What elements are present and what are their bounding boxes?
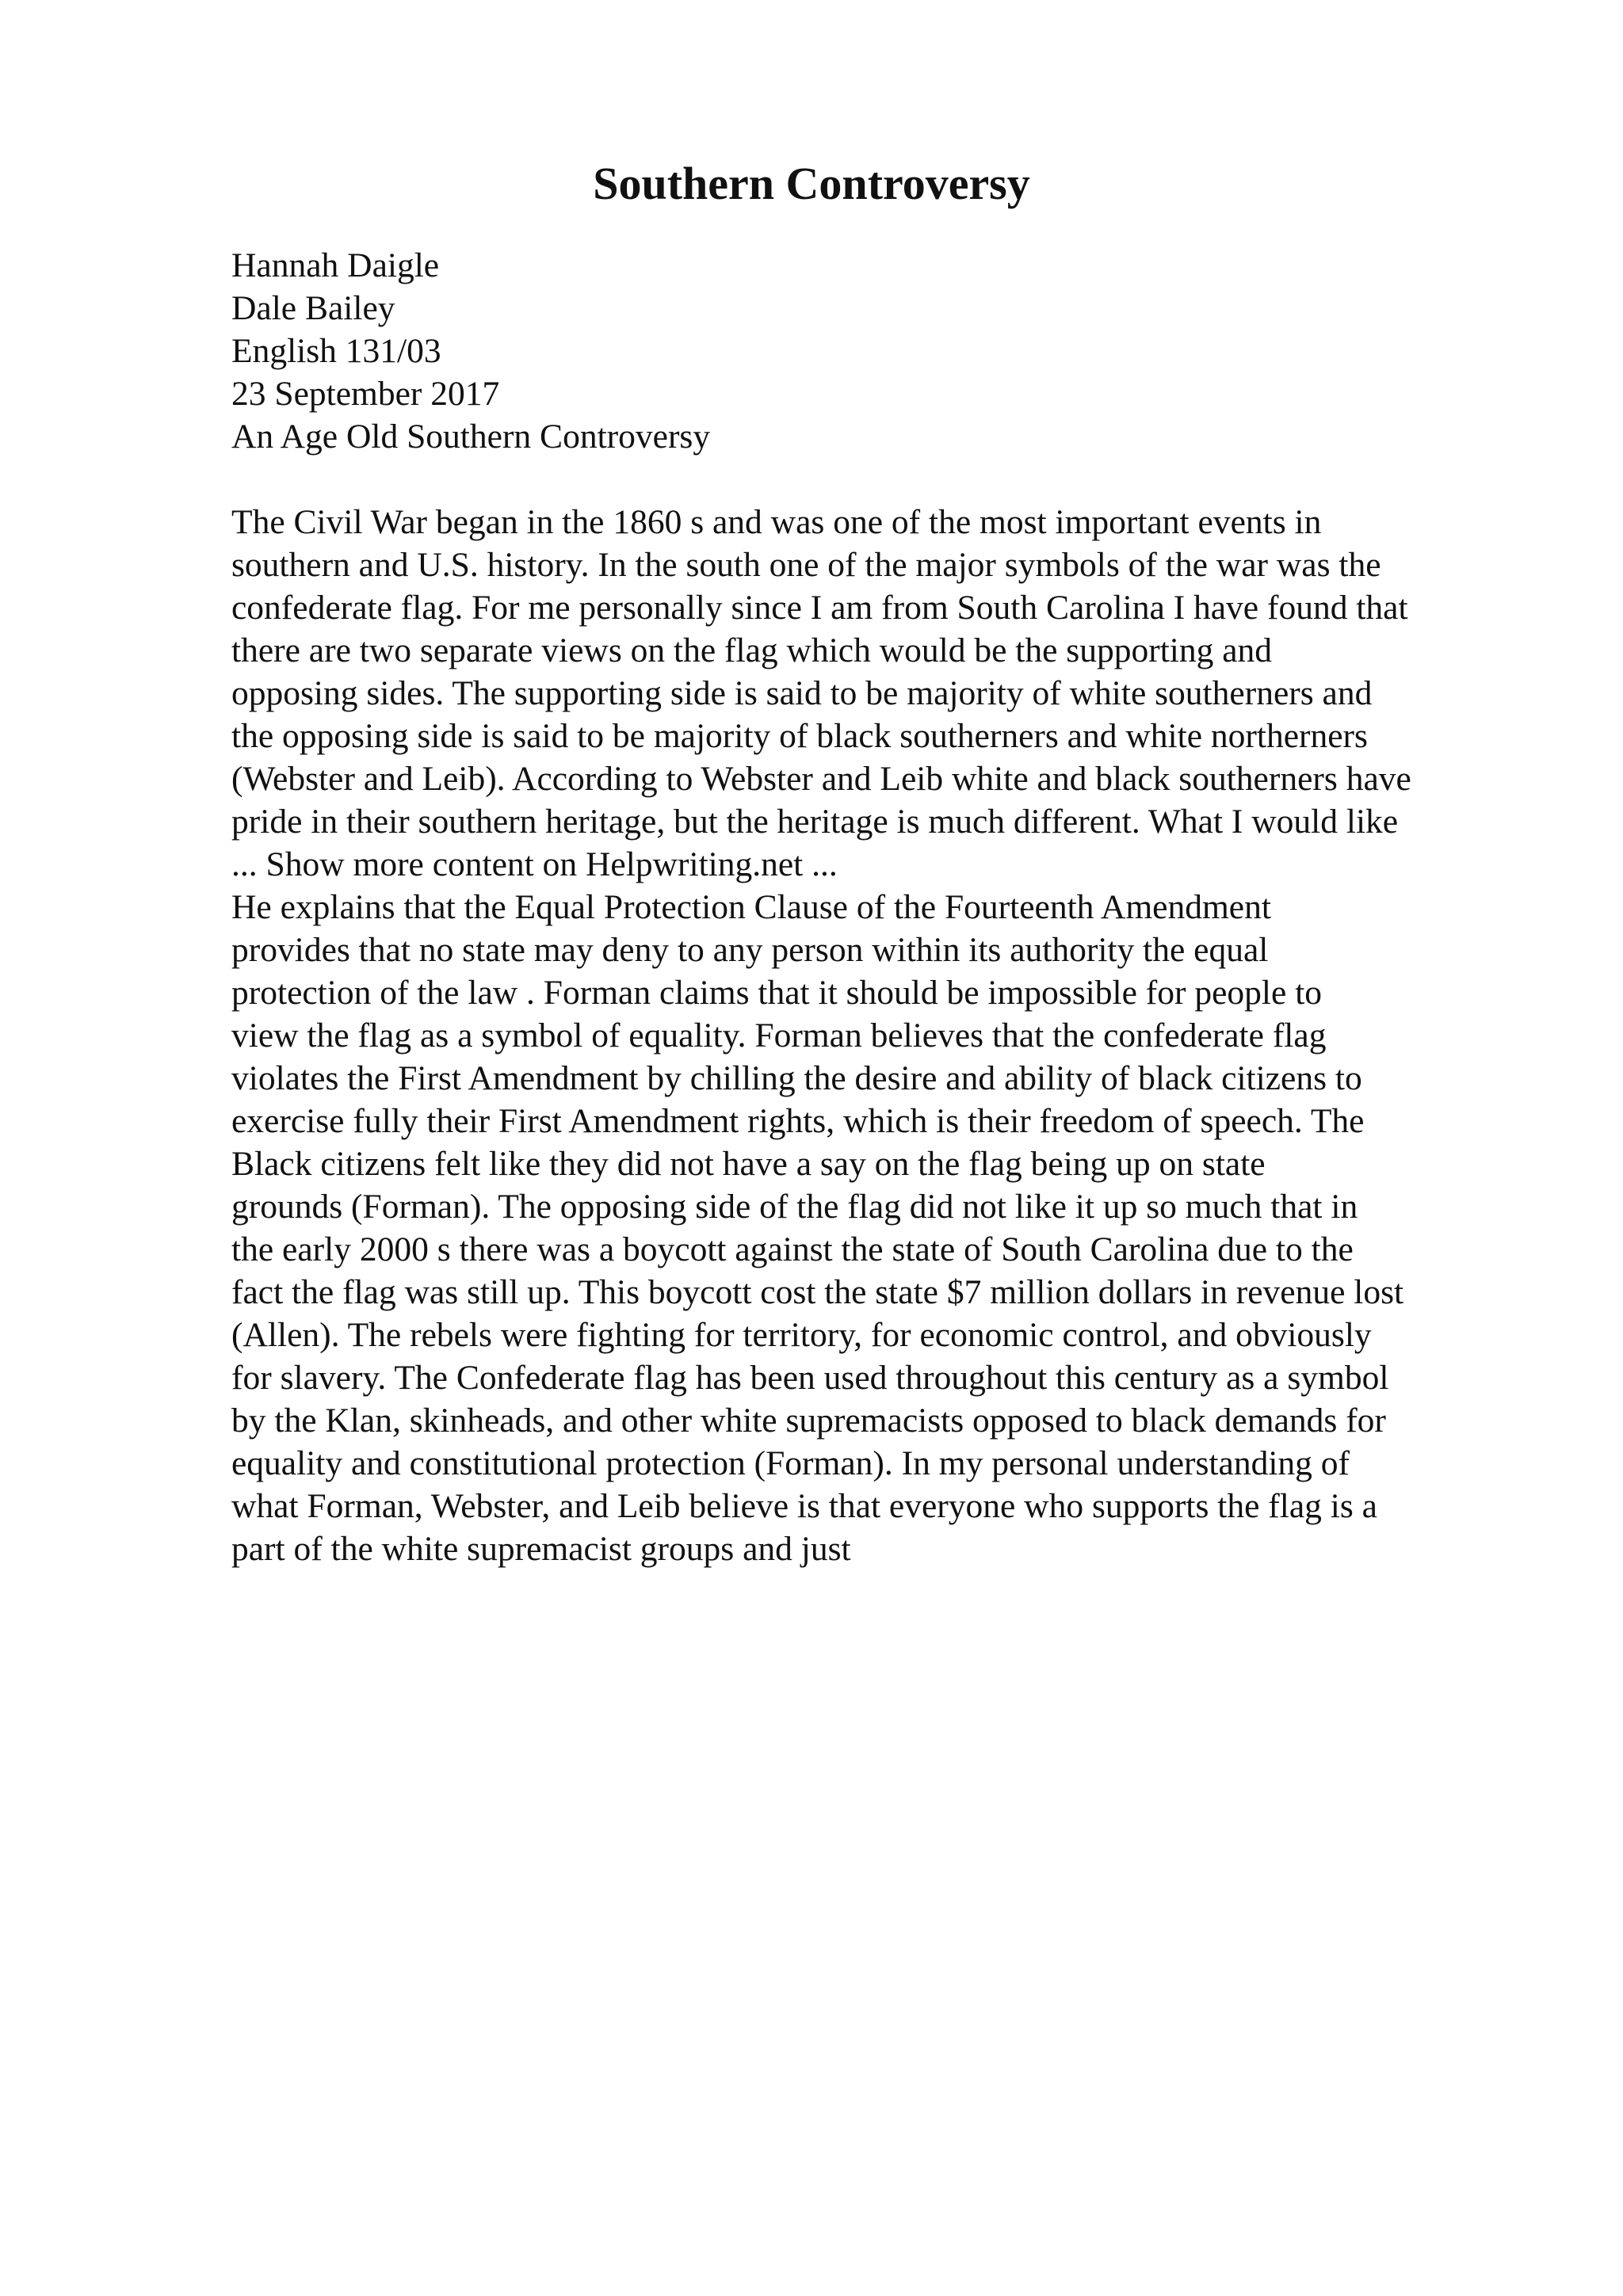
document-date: 23 September 2017 (231, 375, 500, 413)
instructor-name: Dale Bailey (231, 289, 395, 327)
paragraph-line: He explains that the Equal Protection Clause of the Fourteenth Amendment (231, 888, 1271, 926)
paragraph-line: Black citizens felt like they did not have a say on the flag being up on state (231, 1145, 1266, 1183)
paragraph-line: provides that no state may deny to any person within its authority the equal (231, 931, 1269, 969)
paragraph-line: the opposing side is said to be majority of black southerners and white northerners (231, 717, 1368, 755)
paragraph-line: equality and constitutional protection (Forman). In my personal understanding of (231, 1444, 1350, 1482)
paragraph-line: for slavery. The Confederate flag has been used throughout this century as a symbol (231, 1359, 1389, 1397)
essay-title: An Age Old Southern Controversy (231, 418, 711, 456)
paragraph-2 (231, 886, 1531, 1570)
paragraph-line: opposing sides. The supporting side is said to be majority of white southerners and (231, 674, 1373, 712)
course-name: English 131/03 (231, 332, 441, 370)
paragraph-line: violates the First Amendment by chilling the desire and ability of black citizens to (231, 1059, 1362, 1097)
paragraph-line: part of the white supremacist groups and just (231, 1530, 851, 1568)
paragraph-line: exercise fully their First Amendment rights, which is their freedom of speech. The (231, 1102, 1365, 1140)
paragraph-line: what Forman, Webster, and Leib believe is that everyone who supports the flag is a (231, 1487, 1377, 1525)
paragraph-line: pride in their southern heritage, but the heritage is much different. What I would like (231, 803, 1399, 841)
paragraph-line: by the Klan, skinheads, and other white supremacists opposed to black demands for (231, 1402, 1386, 1440)
paragraph-line: the early 2000 s there was a boycott against the state of South Carolina due to the (231, 1230, 1354, 1268)
paragraph-line: grounds (Forman). The opposing side of the flag did not like it up so much that in (231, 1188, 1358, 1226)
paragraph-line: view the flag as a symbol of equality. Forman believes that the confederate flag (231, 1016, 1327, 1055)
show-more-link[interactable]: ... Show more content on Helpwriting.net ... (231, 845, 838, 883)
paragraph-line: (Allen). The rebels were fighting for territory, for economic control, and obviously (231, 1316, 1372, 1354)
document-title: Southern Controversy (593, 158, 1030, 209)
paragraph-gap (231, 458, 1531, 501)
paragraph-line: there are two separate views on the flag which would be the supporting and (231, 631, 1273, 669)
header-block (231, 244, 1531, 458)
paragraph-line: protection of the law . Forman claims that it should be impossible for people to (231, 974, 1323, 1012)
paragraph-1 (231, 501, 1531, 843)
author-name: Hannah Daigle (231, 246, 440, 284)
paragraph-line: (Webster and Leib). According to Webster and Leib white and black southerners have (231, 760, 1411, 798)
paragraph-line: fact the flag was still up. This boycott cost the state $7 million dollars in revenue lost (231, 1273, 1404, 1311)
document-body (231, 244, 1531, 1570)
paragraph-line: southern and U.S. history. In the south one of the major symbols of the war was the (231, 546, 1381, 584)
paragraph-line: The Civil War began in the 1860 s and was one of the most important events in (231, 503, 1322, 541)
paragraph-line: confederate flag. For me personally since I am from South Carolina I have found that (231, 589, 1408, 627)
